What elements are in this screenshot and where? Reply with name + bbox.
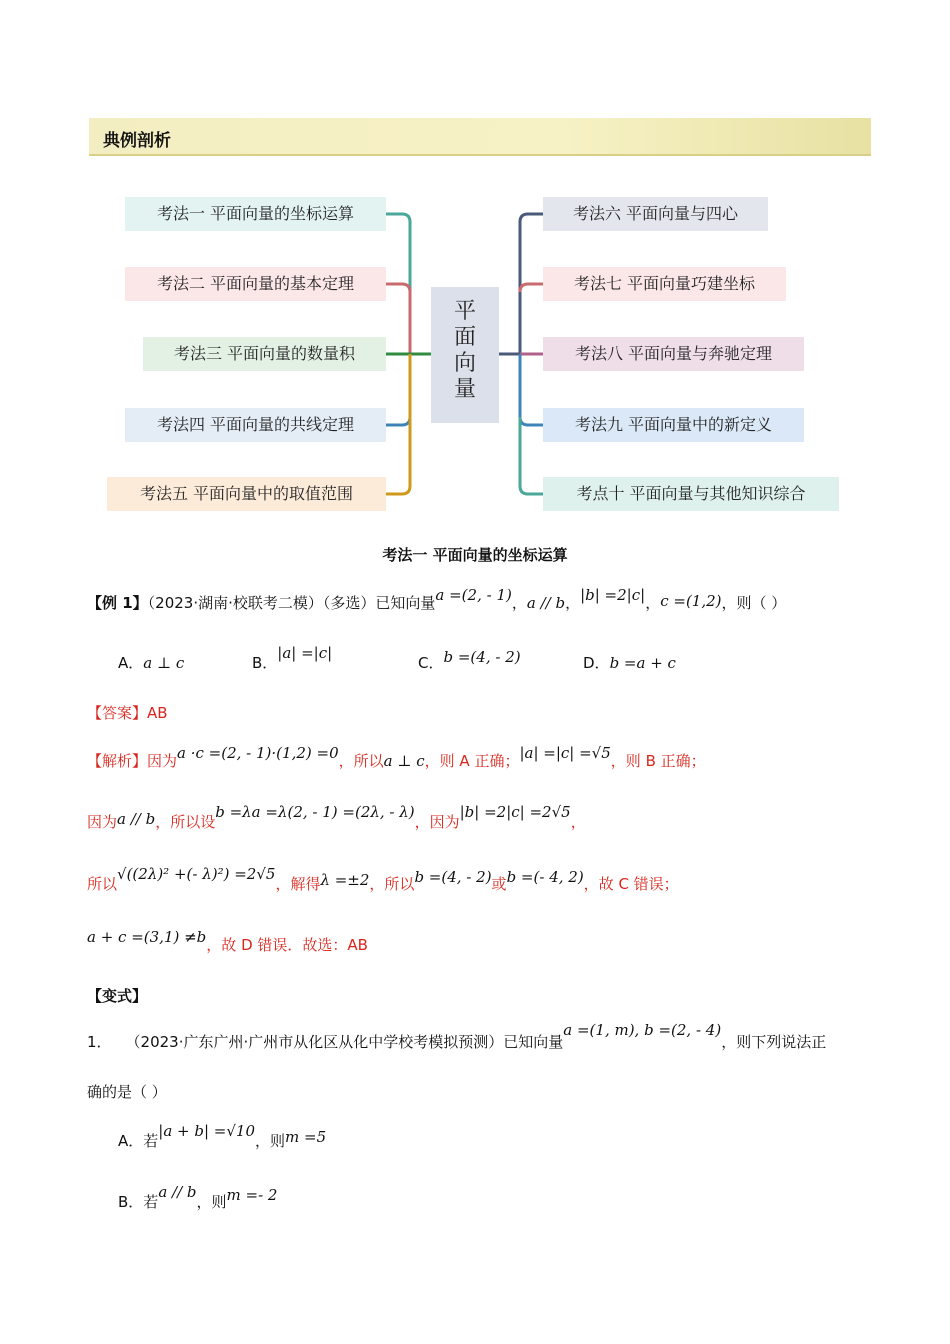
- section-title: 典例剖析: [103, 131, 171, 151]
- mindmap-node-right-3: 考法八 平面向量与奔驰定理: [543, 337, 804, 371]
- variant-option-b-mid: ，则: [196, 1193, 227, 1211]
- analysis-text: ，则 B 正确；: [610, 752, 706, 770]
- analysis-math: b =(- 4, 2): [506, 868, 584, 886]
- connector-right-2: [520, 284, 543, 292]
- analysis-text: 因为: [87, 813, 118, 831]
- example-question: [87, 586, 787, 613]
- analysis-line-3: [87, 865, 679, 894]
- analysis-text: ，故 C 错误；: [583, 875, 679, 893]
- analysis-text: ，所以: [369, 875, 415, 893]
- center-char-1: 平: [453, 299, 476, 324]
- answer-value: AB: [147, 704, 168, 722]
- option-b-math: |a| =|c|: [277, 644, 333, 662]
- variant-option-b: [118, 1183, 278, 1212]
- analysis-line-1: [87, 744, 706, 771]
- mindmap-node-left-1: 考法一 平面向量的坐标运算: [125, 197, 386, 231]
- variant-option-b-math2: m =- 2: [226, 1186, 278, 1204]
- variant-option-a-math1: |a + b| =√10: [158, 1122, 256, 1140]
- mindmap-node-left-2: 考法二 平面向量的基本定理: [125, 267, 386, 301]
- option-c-math: b =(4, - 2): [443, 648, 521, 666]
- option-c-letter: C．: [418, 654, 444, 672]
- variant-option-a-pre: 若: [143, 1132, 159, 1150]
- analysis-line-2: [87, 803, 586, 832]
- center-char-4: 量: [453, 377, 476, 402]
- example-sep-1: ，: [511, 594, 527, 612]
- variant-option-b-math1: a // b: [158, 1183, 197, 1201]
- analysis-math: b =λa =λ(2, - 1) =(2λ, - λ): [215, 803, 415, 821]
- example-source: （2023·湖南·校联考二模）（多选）已知向量: [147, 594, 436, 612]
- variant-option-a: [118, 1122, 327, 1151]
- analysis-math: √((2λ)² +(- λ)²) =2√5: [117, 865, 276, 883]
- analysis-text: ，所以: [338, 752, 384, 770]
- mindmap-node-right-2: 考法七 平面向量巧建坐标: [543, 267, 786, 301]
- option-b-letter: B．: [252, 654, 278, 672]
- mindmap-node-right-5: 考点十 平面向量与其他知识综合: [543, 477, 839, 511]
- analysis-line-4: [87, 928, 368, 955]
- mindmap-center-node: [431, 287, 499, 423]
- analysis-text: ，则 A 正确；: [424, 752, 520, 770]
- analysis-text: ，: [570, 813, 586, 831]
- variant-q1-tail: ，则下列说法正: [721, 1033, 827, 1051]
- variant-q1-number: 1．: [87, 1033, 112, 1051]
- method-subtitle: 考法一 平面向量的坐标运算: [382, 546, 568, 564]
- example-tail: ，则（ ）: [721, 594, 787, 612]
- option-d-math: b =a + c: [609, 654, 676, 672]
- mindmap-node-right-4: 考法九 平面向量中的新定义: [543, 408, 804, 442]
- analysis-math: λ =±2: [320, 871, 370, 889]
- example-option-b: [252, 644, 333, 673]
- analysis-text: 所以: [87, 875, 118, 893]
- variant-option-b-pre: 若: [143, 1193, 159, 1211]
- variant-option-b-letter: B．: [118, 1193, 144, 1211]
- connector-right-4: [520, 354, 543, 425]
- analysis-text: 或: [491, 875, 507, 893]
- analysis-label: 【解析】: [87, 752, 148, 770]
- connector-left-4: [386, 354, 410, 425]
- analysis-math: |b| =2|c| =2√5: [459, 803, 571, 821]
- connector-left-2: [386, 284, 410, 354]
- variant-option-a-math2: m =5: [285, 1128, 327, 1146]
- option-a-letter: A．: [118, 654, 144, 672]
- answer-label: 【答案】: [87, 704, 148, 722]
- center-char-3: 向: [453, 351, 476, 376]
- analysis-text: ，故 D 错误．故选：AB: [206, 936, 368, 954]
- analysis-text: ，解得: [275, 875, 321, 893]
- example-option-a: [118, 652, 184, 673]
- analysis-math: |a| =|c| =√5: [519, 744, 611, 762]
- mindmap-node-left-4: 考法四 平面向量的共线定理: [125, 408, 386, 442]
- example-option-c: [418, 648, 521, 673]
- example-cond-1: a =(2, - 1): [435, 586, 512, 604]
- variant-q1-text: （2023·广东广州·广州市从化区从化中学校考模拟预测）已知向量: [125, 1033, 564, 1051]
- mindmap-node-right-1: 考法六 平面向量与四心: [543, 197, 768, 231]
- analysis-text: 因为: [147, 752, 178, 770]
- example-option-d: [583, 652, 676, 673]
- example-cond-4: c =(1,2): [660, 592, 722, 610]
- option-d-letter: D．: [583, 654, 610, 672]
- analysis-math: b =(4, - 2): [414, 868, 492, 886]
- example-cond-2: a // b: [526, 594, 566, 612]
- mindmap-node-left-3: 考法三 平面向量的数量积: [143, 337, 386, 371]
- analysis-math: a ·c =(2, - 1)·(1,2) =0: [177, 744, 339, 762]
- variant-q1-math: a =(1, m), b =(2, - 4): [563, 1021, 722, 1039]
- mindmap-node-left-5: 考法五 平面向量中的取值范围: [107, 477, 386, 511]
- variant-question-1-line2: 确的是（ ）: [87, 1083, 167, 1101]
- connector-right-5: [520, 417, 543, 494]
- variant-question-1: [87, 1021, 827, 1052]
- example-sep-2: ，: [565, 594, 581, 612]
- option-a-math: a ⊥ c: [143, 654, 185, 672]
- example-sep-3: ，: [645, 594, 661, 612]
- center-char-2: 面: [453, 325, 476, 350]
- analysis-math: a + c =(3,1) ≠b: [87, 928, 207, 946]
- variant-label: 【变式】: [87, 987, 148, 1005]
- answer: [87, 702, 168, 723]
- analysis-math: a ⊥ c: [383, 752, 425, 770]
- variant-option-a-letter: A．: [118, 1132, 144, 1150]
- variant-option-a-mid: ，则: [255, 1132, 286, 1150]
- example-cond-3: |b| =2|c|: [580, 586, 646, 604]
- analysis-math: a // b: [117, 810, 156, 828]
- example-label: 【例 1】: [87, 594, 148, 612]
- analysis-text: ，因为: [414, 813, 460, 831]
- analysis-text: ，所以设: [155, 813, 216, 831]
